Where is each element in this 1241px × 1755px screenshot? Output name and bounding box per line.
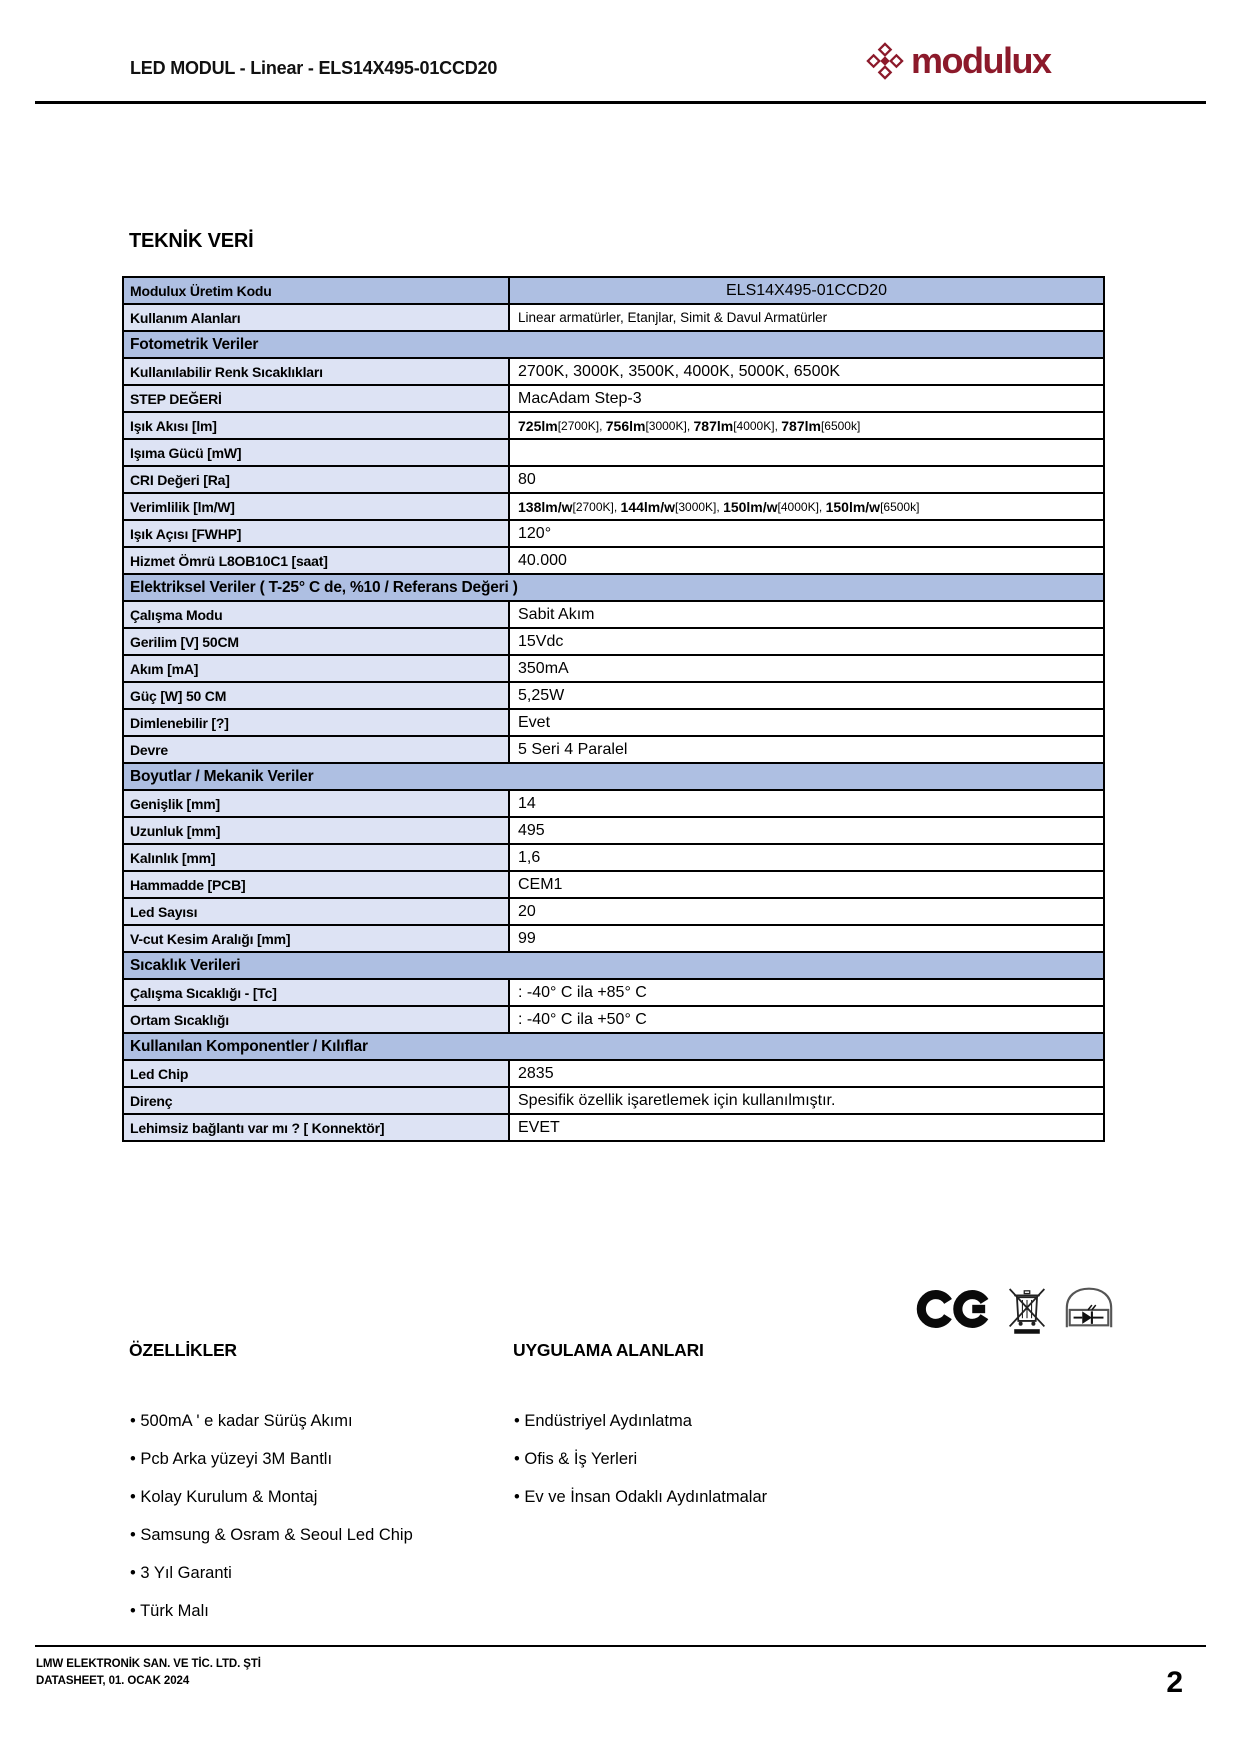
row-value: : -40° C ila +50° C [510, 1007, 1103, 1032]
application-item: • Endüstriyel Aydınlatma [514, 1402, 767, 1440]
table-section-row [124, 951, 1103, 978]
row-value: 14 [510, 791, 1103, 816]
header-divider [35, 101, 1206, 104]
section-title: TEKNİK VERİ [129, 230, 254, 252]
feature-item: • Türk Malı [130, 1592, 413, 1630]
application-item: • Ofis & İş Yerleri [514, 1440, 767, 1478]
row-value: 1,6 [510, 845, 1103, 870]
application-item: • Ev ve İnsan Odaklı Aydınlatmalar [514, 1478, 767, 1516]
row-label: Modulux Üretim Kodu [124, 278, 510, 303]
table-section-row [124, 1032, 1103, 1059]
logo-diamond-mark-icon [866, 42, 904, 80]
row-label: Işık Açısı [FWHP] [124, 521, 510, 546]
row-label: Işık Akısı [lm] [124, 413, 510, 438]
table-row [124, 1086, 1103, 1113]
row-value: 5,25W [510, 683, 1103, 708]
table-row [124, 384, 1103, 411]
table-row [124, 1059, 1103, 1086]
row-value: ELS14X495-01CCD20 [510, 278, 1103, 303]
table-row [124, 1113, 1103, 1140]
footer-text [36, 1656, 261, 1690]
row-label: Ortam Sıcaklığı [124, 1007, 510, 1032]
section-row-label: Kullanılan Komponentler / Kılıflar [124, 1034, 1103, 1059]
table-row [124, 465, 1103, 492]
row-label: Led Sayısı [124, 899, 510, 924]
row-label: Dimlenebilir [?] [124, 710, 510, 735]
footer-company: LMW ELEKTRONİK SAN. VE TİC. LTD. ŞTİ [36, 1658, 261, 1670]
table-row [124, 1005, 1103, 1032]
applications-heading: UYGULAMA ALANLARI [513, 1340, 704, 1360]
table-row [124, 278, 1103, 303]
row-label: Led Chip [124, 1061, 510, 1086]
table-row [124, 546, 1103, 573]
table-row [124, 843, 1103, 870]
row-value: 40.000 [510, 548, 1103, 573]
row-label: Devre [124, 737, 510, 762]
feature-item: • Kolay Kurulum & Montaj [130, 1478, 413, 1516]
applications-list [514, 1402, 767, 1516]
row-label: Çalışma Sıcaklığı - [Tc] [124, 980, 510, 1005]
row-label: STEP DEĞERİ [124, 386, 510, 411]
row-value: EVET [510, 1115, 1103, 1140]
row-label: Genişlik [mm] [124, 791, 510, 816]
row-label: Işıma Gücü [mW] [124, 440, 510, 465]
table-row [124, 708, 1103, 735]
row-label: Kullanım Alanları [124, 305, 510, 330]
table-row [124, 735, 1103, 762]
table-section-row [124, 762, 1103, 789]
row-label: Kalınlık [mm] [124, 845, 510, 870]
ce-mark-icon [916, 1284, 992, 1334]
led-symbol-icon [1062, 1284, 1116, 1330]
row-label: Hizmet Ömrü L8OB10C1 [saat] [124, 548, 510, 573]
table-row [124, 978, 1103, 1005]
section-row-label: Fotometrik Veriler [124, 332, 1103, 357]
row-label: Hammadde [PCB] [124, 872, 510, 897]
row-value [510, 440, 1103, 465]
table-section-row [124, 573, 1103, 600]
row-label: Direnç [124, 1088, 510, 1113]
footer-divider [35, 1645, 1206, 1647]
table-row [124, 357, 1103, 384]
table-row [124, 654, 1103, 681]
brand-logo [866, 40, 1051, 82]
row-label: Verimlilik [lm/W] [124, 494, 510, 519]
feature-item: • Samsung & Osram & Seoul Led Chip [130, 1516, 413, 1554]
row-value: Sabit Akım [510, 602, 1103, 627]
row-value: 15Vdc [510, 629, 1103, 654]
row-label: Lehimsiz bağlantı var mı ? [ Konnektör] [124, 1115, 510, 1140]
row-value: 495 [510, 818, 1103, 843]
row-value: 5 Seri 4 Paralel [510, 737, 1103, 762]
row-value: 2700K, 3000K, 3500K, 4000K, 5000K, 6500K [510, 359, 1103, 384]
section-row-label: Sıcaklık Verileri [124, 953, 1103, 978]
row-value: Evet [510, 710, 1103, 735]
row-value: Spesifik özellik işaretlemek için kullanılmıştır. [510, 1088, 1103, 1113]
feature-item: • 500mA ' e kadar Sürüş Akımı [130, 1402, 413, 1440]
section-row-label: Boyutlar / Mekanik Veriler [124, 764, 1103, 789]
row-value: 20 [510, 899, 1103, 924]
tech-table [122, 276, 1105, 1142]
row-label: Güç [W] 50 CM [124, 683, 510, 708]
table-row [124, 627, 1103, 654]
table-row [124, 438, 1103, 465]
row-value: 120° [510, 521, 1103, 546]
table-row [124, 897, 1103, 924]
row-label: Akım [mA] [124, 656, 510, 681]
features-list [130, 1402, 413, 1630]
table-row [124, 816, 1103, 843]
row-label: Uzunluk [mm] [124, 818, 510, 843]
row-value: CEM1 [510, 872, 1103, 897]
table-row [124, 519, 1103, 546]
row-label: Çalışma Modu [124, 602, 510, 627]
table-row [124, 924, 1103, 951]
footer-datasheet: DATASHEET, 01. OCAK 2024 [36, 1675, 190, 1687]
row-value: 99 [510, 926, 1103, 951]
row-label: Kullanılabilir Renk Sıcaklıkları [124, 359, 510, 384]
features-heading: ÖZELLİKLER [129, 1340, 237, 1360]
row-value: 2835 [510, 1061, 1103, 1086]
row-value: : -40° C ila +85° C [510, 980, 1103, 1005]
logo-text: modulux [911, 40, 1051, 81]
row-value: 350mA [510, 656, 1103, 681]
table-section-row [124, 330, 1103, 357]
row-value: Linear armatürler, Etanjlar, Simit & Davul Armatürler [510, 305, 1103, 330]
row-label: V-cut Kesim Aralığı [mm] [124, 926, 510, 951]
row-value: 725lm [2700K], 756lm [3000K], 787lm [4000K], 787lm [6500k] [510, 413, 1103, 438]
feature-item: • Pcb Arka yüzeyi 3M Bantlı [130, 1440, 413, 1478]
table-row [124, 492, 1103, 519]
row-value: 138lm/w [2700K], 144lm/w [3000K], 150lm/w [4000K], 150lm/w [6500k] [510, 494, 1103, 519]
table-row [124, 789, 1103, 816]
table-row [124, 681, 1103, 708]
table-row [124, 870, 1103, 897]
table-row [124, 303, 1103, 330]
feature-item: • 3 Yıl Garanti [130, 1554, 413, 1592]
row-label: CRI Değeri [Ra] [124, 467, 510, 492]
certification-icons [916, 1284, 1116, 1336]
section-row-label: Elektriksel Veriler ( T-25° C de, %10 / Referans Değeri ) [124, 575, 1103, 600]
row-value: 80 [510, 467, 1103, 492]
table-row [124, 600, 1103, 627]
table-row [124, 411, 1103, 438]
page-number: 2 [1166, 1666, 1183, 1699]
row-label: Gerilim [V] 50CM [124, 629, 510, 654]
weee-bin-icon [1006, 1284, 1048, 1336]
doc-title: LED MODUL - Linear - ELS14X495-01CCD20 [130, 58, 498, 78]
row-value: MacAdam Step-3 [510, 386, 1103, 411]
